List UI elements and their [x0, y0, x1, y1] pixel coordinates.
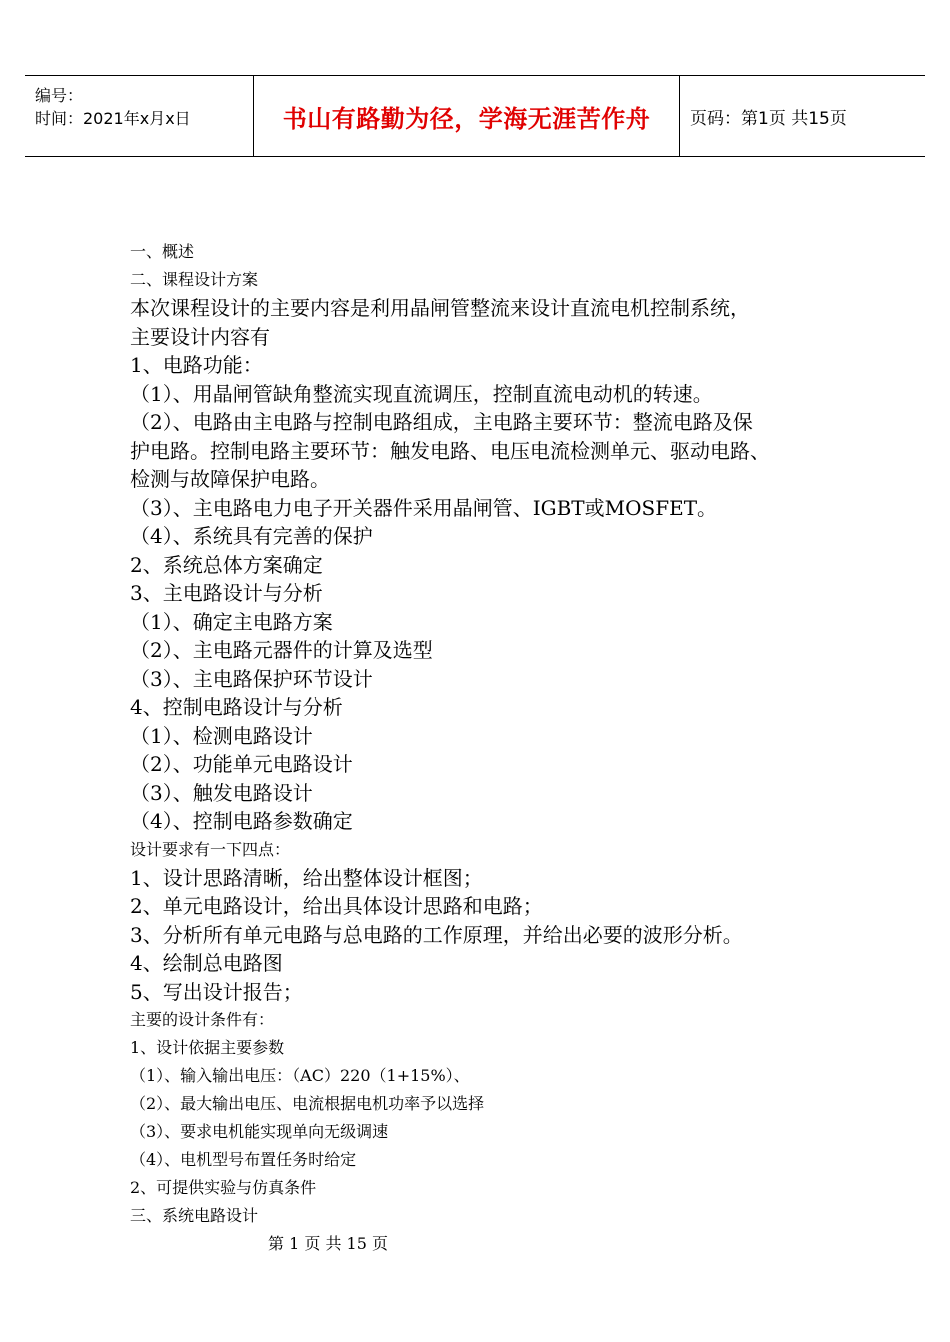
text-line: （4）、控制电路参数确定: [130, 809, 353, 833]
text-line: 2、可提供实验与仿真条件: [130, 1178, 317, 1197]
text-line: （3）、要求电机能实现单向无级调速: [130, 1122, 389, 1141]
text-line: 4、绘制总电路图: [130, 951, 283, 975]
text-line: 一、概述: [130, 242, 195, 261]
header-motto: 书山有路勤为径，学海无涯苦作舟: [254, 76, 680, 156]
text-line: （2）、功能单元电路设计: [130, 752, 353, 776]
text-line: 5、写出设计报告；: [130, 979, 303, 1004]
time-label: 时间：2021年x月x日: [35, 109, 191, 128]
text-line: 2、系统总体方案确定: [130, 552, 323, 577]
text-line: 检测与故障保护电路。: [130, 467, 330, 491]
text-line: （1）、检测电路设计: [130, 723, 313, 748]
text-line: 3、主电路设计与分析: [130, 581, 323, 605]
header-meta: [25, 76, 254, 156]
text-line: （3）、触发电路设计: [130, 780, 313, 805]
document-body: [130, 238, 850, 1230]
text-line: 主要的设计条件有：: [130, 1010, 275, 1029]
page-footer: 第 1 页 共 15 页: [268, 1234, 388, 1253]
text-line: 1、设计依据主要参数: [130, 1038, 285, 1057]
page-header: [25, 75, 925, 157]
text-line: 1、设计思路清晰，给出整体设计框图；: [130, 865, 483, 890]
header-page-label: 页码：第1页 共15页: [690, 108, 847, 129]
text-line: （2）、电路由主电路与控制电路组成，主电路主要环节：整流电路及保: [130, 410, 753, 434]
text-line: 本次课程设计的主要内容是利用晶闸管整流来设计直流电机控制系统，: [130, 296, 750, 320]
text-line: （2）、主电路元器件的计算及选型: [130, 638, 433, 662]
text-line: （4）、电机型号布置任务时给定: [130, 1150, 357, 1169]
text-line: （3）、主电路保护环节设计: [130, 666, 373, 691]
text-line: （4）、系统具有完善的保护: [130, 524, 373, 548]
text-line: （1）、输入输出电压：（AC）220（1+15%）、: [130, 1066, 470, 1085]
text-line: （3）、主电路电力电子开关器件采用晶闸管、IGBT或MOSFET。: [130, 495, 718, 520]
text-line: 2、单元电路设计，给出具体设计思路和电路；: [130, 894, 543, 918]
text-line: （1）、确定主电路方案: [130, 609, 333, 634]
number-label: 编号：: [35, 86, 84, 105]
text-line: 护电路。控制电路主要环节：触发电路、电压电流检测单元、驱动电路、: [130, 438, 770, 463]
text-line: （1）、用晶闸管缺角整流实现直流调压，控制直流电动机的转速。: [130, 381, 713, 406]
text-line: 3、分析所有单元电路与总电路的工作原理，并给出必要的波形分析。: [130, 922, 743, 947]
text-line: 4、控制电路设计与分析: [130, 695, 343, 719]
text-line: 设计要求有一下四点：: [130, 839, 291, 859]
text-line: 1、电路功能：: [130, 353, 263, 377]
text-line: 主要设计内容有: [130, 324, 270, 349]
text-line: 二、课程设计方案: [130, 270, 259, 289]
text-line: 三、系统电路设计: [130, 1206, 259, 1225]
text-line: （2）、最大输出电压、电流根据电机功率予以选择: [130, 1094, 485, 1113]
